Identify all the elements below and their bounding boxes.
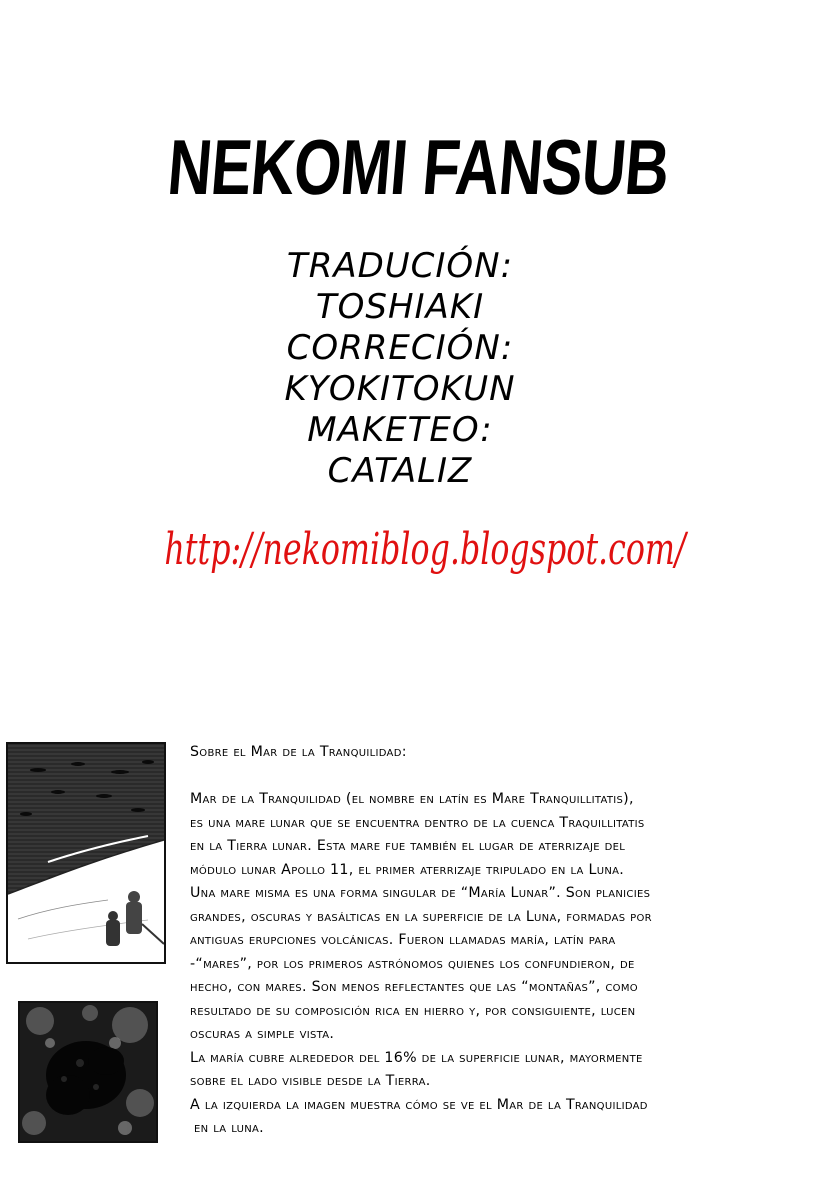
credit-label-correction: CORRECIÓN: <box>286 328 514 368</box>
blog-url: http://nekomiblog.blogspot.com/ <box>164 524 686 575</box>
manga-sea-panel-image <box>6 742 166 964</box>
article-line: antiguas erupciones volcánicas. Fueron llamadas maría, latín para <box>190 932 616 948</box>
credit-label-typesetting: MAKETEO: <box>307 410 493 450</box>
article-line: módulo lunar Apollo 11, el primer aterrizaje tripulado en la Luna. <box>190 861 625 878</box>
article-line: grandes, oscuras y basálticas en la superficie de la Luna, formadas por <box>190 908 652 925</box>
group-title: NEKOMI FANSUB <box>164 123 673 211</box>
credits-block <box>200 246 600 492</box>
article-line: en la luna. <box>194 1120 264 1136</box>
article-line: oscuras a simple vista. <box>190 1026 335 1042</box>
article-line: Mar de la Tranquilidad (el nombre en latín es Mare Tranquillitatis), <box>190 791 634 807</box>
figure-small-left <box>106 911 120 946</box>
credit-name-corrector: KYOKITOKUN <box>284 369 516 409</box>
article-line: -“mares”, por los primeros astrónomos quienes los confundieron, de <box>190 955 635 972</box>
article-line: en la Tierra lunar. Esta mare fue también el lugar de aterrizaje del <box>190 838 626 854</box>
moon-texture-drawing <box>20 1003 156 1141</box>
credit-name-translator: TOSHIAKI <box>315 287 485 327</box>
article-heading: Sobre el Mar de la Tranquilidad: <box>190 744 407 760</box>
credit-name-typesetter: CATALIZ <box>327 451 473 491</box>
credit-label-translation: TRADUCIÓN: <box>286 246 514 286</box>
article-line: resultado de su composición rica en hierro y, por consiguiente, lucen <box>190 1002 636 1019</box>
article-line: La maría cubre alrededor del 16% de la superficie lunar, mayormente <box>190 1049 643 1066</box>
article-line: Una mare misma es una forma singular de “María Lunar”. Son planicies <box>190 885 651 901</box>
moon-surface-image <box>18 1001 158 1143</box>
article-text <box>190 741 830 1141</box>
article-line: es una mare lunar que se encuentra dentro de la cuenca Traquillitatis <box>190 814 645 831</box>
article-line: hecho, con mares. Son menos reflectantes que las “montañas”, como <box>190 979 638 995</box>
sea-scene-drawing <box>8 744 164 962</box>
article-line: sobre el lado visible desde la Tierra. <box>190 1073 431 1089</box>
article-line: A la izquierda la imagen muestra cómo se ve el Mar de la Tranquilidad <box>190 1096 648 1113</box>
